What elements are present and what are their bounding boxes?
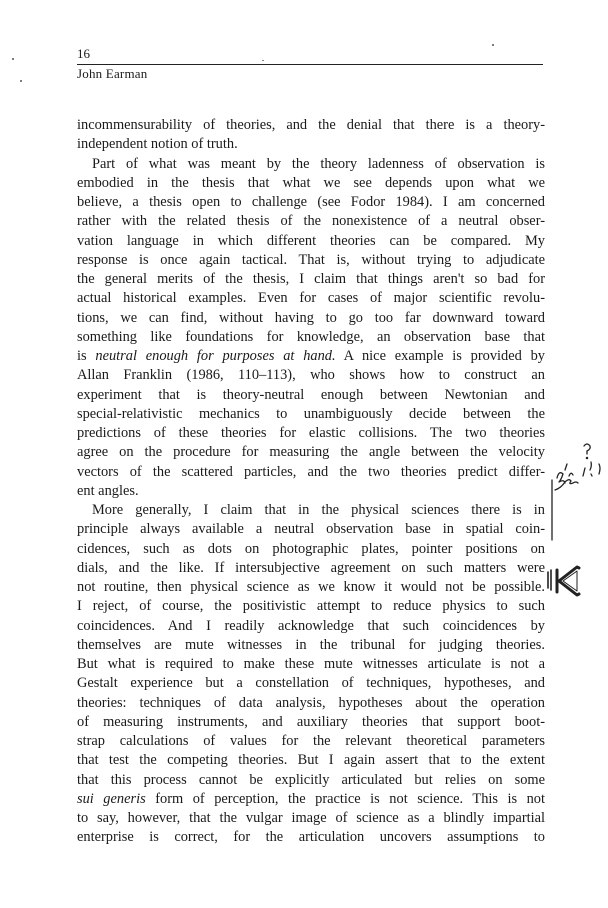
text-line: coincidences. And I readily acknowledge that such coincidences by [77,617,545,634]
handwritten-margin-note [545,440,608,620]
text-line: enterprise is correct, for the articulation uncovers assumptions to [77,829,545,846]
text-line: independent notion of truth. [77,136,238,153]
text-line: More generally, I claim that in the physical sciences there is in [92,502,545,518]
italic-phrase: sui generis [77,790,146,807]
scan-speck [262,60,264,61]
text-line: vectors of the scattered particles, and the two theories predict differ- [77,463,545,480]
text-line: I reject, of course, the positivistic attempt to reduce physics to such [77,598,545,615]
text-line: theories: techniques of data analysis, hypotheses about the operation [77,694,545,711]
text-line: strap calculations of values for the relevant theoretical parameters [77,733,545,749]
text-line: that this process cannot be explicitly articulated but relies on some [77,771,545,788]
page-number: 16 [77,46,90,61]
scan-speck [20,80,22,82]
text-line-mixed [77,790,545,809]
text-line: Allan Franklin (1986, 110–113), who shows how to construct an [77,367,545,384]
header-rule [77,64,543,65]
text-line: rather with the related thesis of the nonexistence of a neutral obser- [77,213,545,230]
italic-phrase: neutral enough for purposes at hand. [95,348,336,364]
text-segment: form of perception, the practice is not science. This is not [145,790,546,807]
text-line: to say, however, that the vulgar image of science as a blindly impartial [77,810,545,826]
text-line: of measuring instruments, and auxiliary theories that support boot- [77,713,545,730]
running-head: John Earman [77,66,148,81]
body-text [77,116,545,848]
text-line: not routine, then physical science as we know it would not be possible. [77,579,545,595]
text-line: dials, and the like. If intersubjective agreement on such matters were [77,559,545,576]
scan-speck [12,58,14,60]
text-line: principle always available a neutral observation base in spatial coin- [77,521,545,538]
text-line: embodied in the thesis that what we see depends upon what we [77,174,545,191]
text-line: experiment that is theory-neutral enough between Newtonian and [77,386,545,403]
text-segment: is [77,348,96,364]
text-line-mixed [77,347,545,366]
text-line: ent angles. [77,482,139,499]
text-line: But what is required to make these mute witnesses articulate is not a [77,656,545,672]
text-line: response is once again tactical. That is, without trying to adjudicate [77,251,545,268]
text-line: tions, we can find, without having to go too far downward toward [77,309,545,326]
text-line: Part of what was meant by the theory ladenness of observation is [92,155,545,172]
scan-speck [492,44,494,46]
text-line: something like foundations for knowledge, an observation base that [77,328,545,345]
text-line: believe, a thesis open to challenge (see Fodor 1984). I am concerned [77,194,545,210]
text-line: themselves are mute witnesses in the tribunal for judging theories. [77,636,545,653]
text-segment: A nice example is provided by [335,348,545,364]
text-line: the general merits of the thesis, I claim that things aren't so bad for [77,271,545,287]
text-line: incommensurability of theories, and the denial that there is a theory- [77,117,545,133]
text-line: that test the competing theories. But I again assert that to the extent [77,752,545,769]
text-line: vation language in which different theories can be compared. My [77,232,545,249]
text-line: special-relativistic mechanics to unambiguously decide between the [77,405,545,422]
text-line: Gestalt experience but a constellation of techniques, hypotheses, and [77,675,545,692]
text-line: cidences, such as dots on photographic plates, pointer positions on [77,540,545,557]
text-line: predictions of these theories for elastic collisions. The two theories [77,425,545,441]
text-line: agree on the procedure for measuring the angle between the velocity [77,444,545,461]
text-line: actual historical examples. Even for cases of major scientific revolu- [77,290,545,307]
